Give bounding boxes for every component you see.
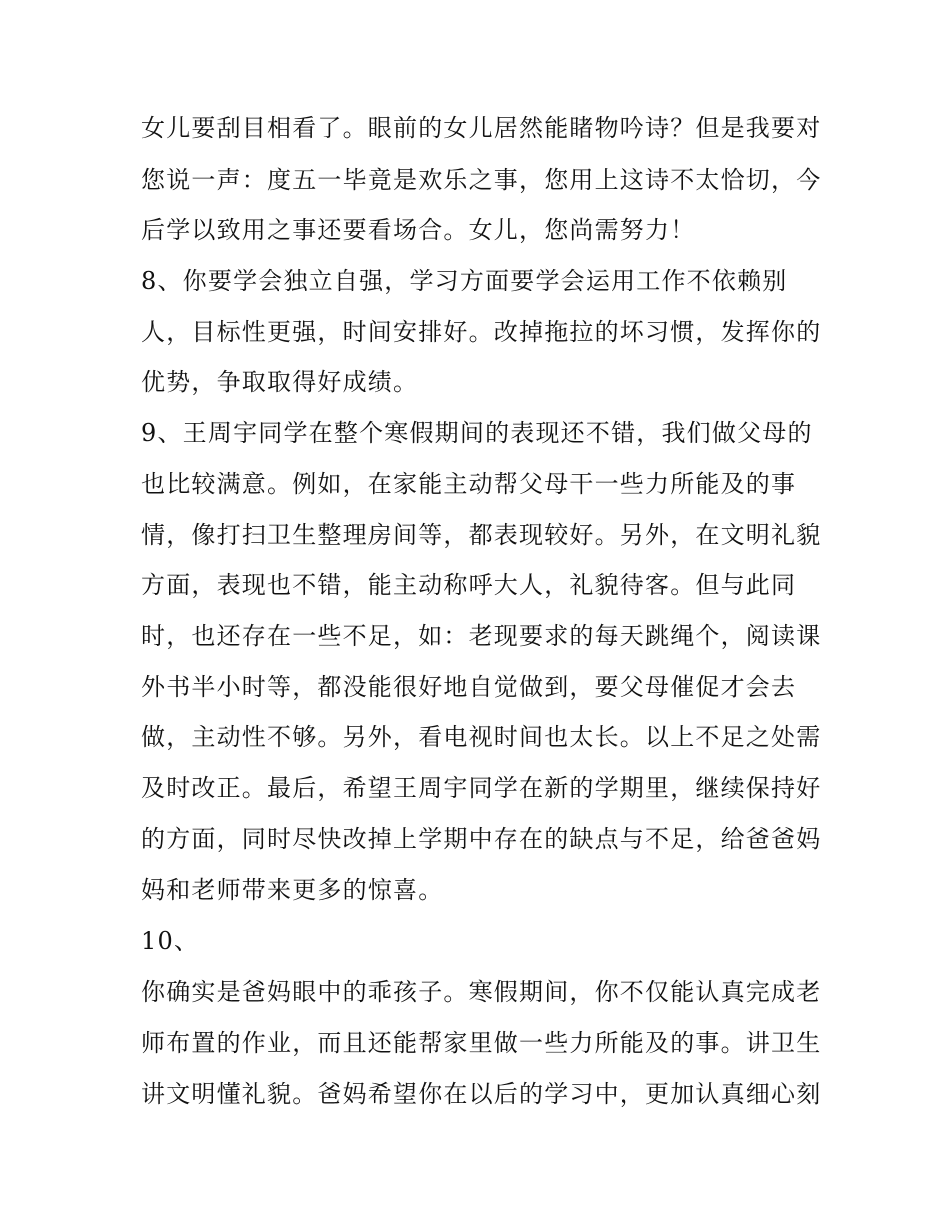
text-line: 您说一声：度五一毕竟是欢乐之事，您用上这诗不太恰切，今 [141,166,822,194]
text-line: 优势，争取取得好成绩。 [141,368,419,396]
text-line: 情，像打扫卫生整理房间等，都表现较好。另外，在文明礼貌 [141,521,822,549]
text-line: 人，目标性更强，时间安排好。改掉拖拉的坏习惯，发挥你的 [141,318,822,346]
text-line: 后学以致用之事还要看场合。女儿，您尚需努力！ [141,216,696,244]
text-line: 9、王周宇同学在整个寒假期间的表现还不错，我们做父母的 [141,419,813,447]
text-line: 10、 [141,927,200,955]
text-line: 讲文明懂礼貌。爸妈希望你在以后的学习中，更加认真细心刻 [141,1080,822,1108]
text-line: 做，主动性不够。另外，看电视时间也太长。以上不足之处需 [141,723,822,751]
text-line: 你确实是爸妈眼中的乖孩子。寒假期间，你不仅能认真完成老 [141,978,822,1006]
text-line: 女儿要刮目相看了。眼前的女儿居然能睹物吟诗？但是我要对 [141,114,822,142]
text-line: 时，也还存在一些不足，如：老现要求的每天跳绳个，阅读课 [141,622,822,650]
text-line: 也比较满意。例如，在家能主动帮父母干一些力所能及的事 [141,470,797,498]
text-line: 方面，表现也不错，能主动称呼大人，礼貌待客。但与此同 [141,571,797,599]
text-line: 妈和老师带来更多的惊喜。 [141,876,444,904]
text-line: 师布置的作业，而且还能帮家里做一些力所能及的事。讲卫生 [141,1029,822,1057]
text-line: 的方面，同时尽快改掉上学期中存在的缺点与不足，给爸爸妈 [141,825,822,853]
text-line: 及时改正。最后，希望王周宇同学在新的学期里，继续保持好 [141,774,822,802]
text-line: 外书半小时等，都没能很好地自觉做到，要父母催促才会去 [141,673,797,701]
text-line: 8、你要学会独立自强，学习方面要学会运用工作不依赖别 [141,267,788,295]
